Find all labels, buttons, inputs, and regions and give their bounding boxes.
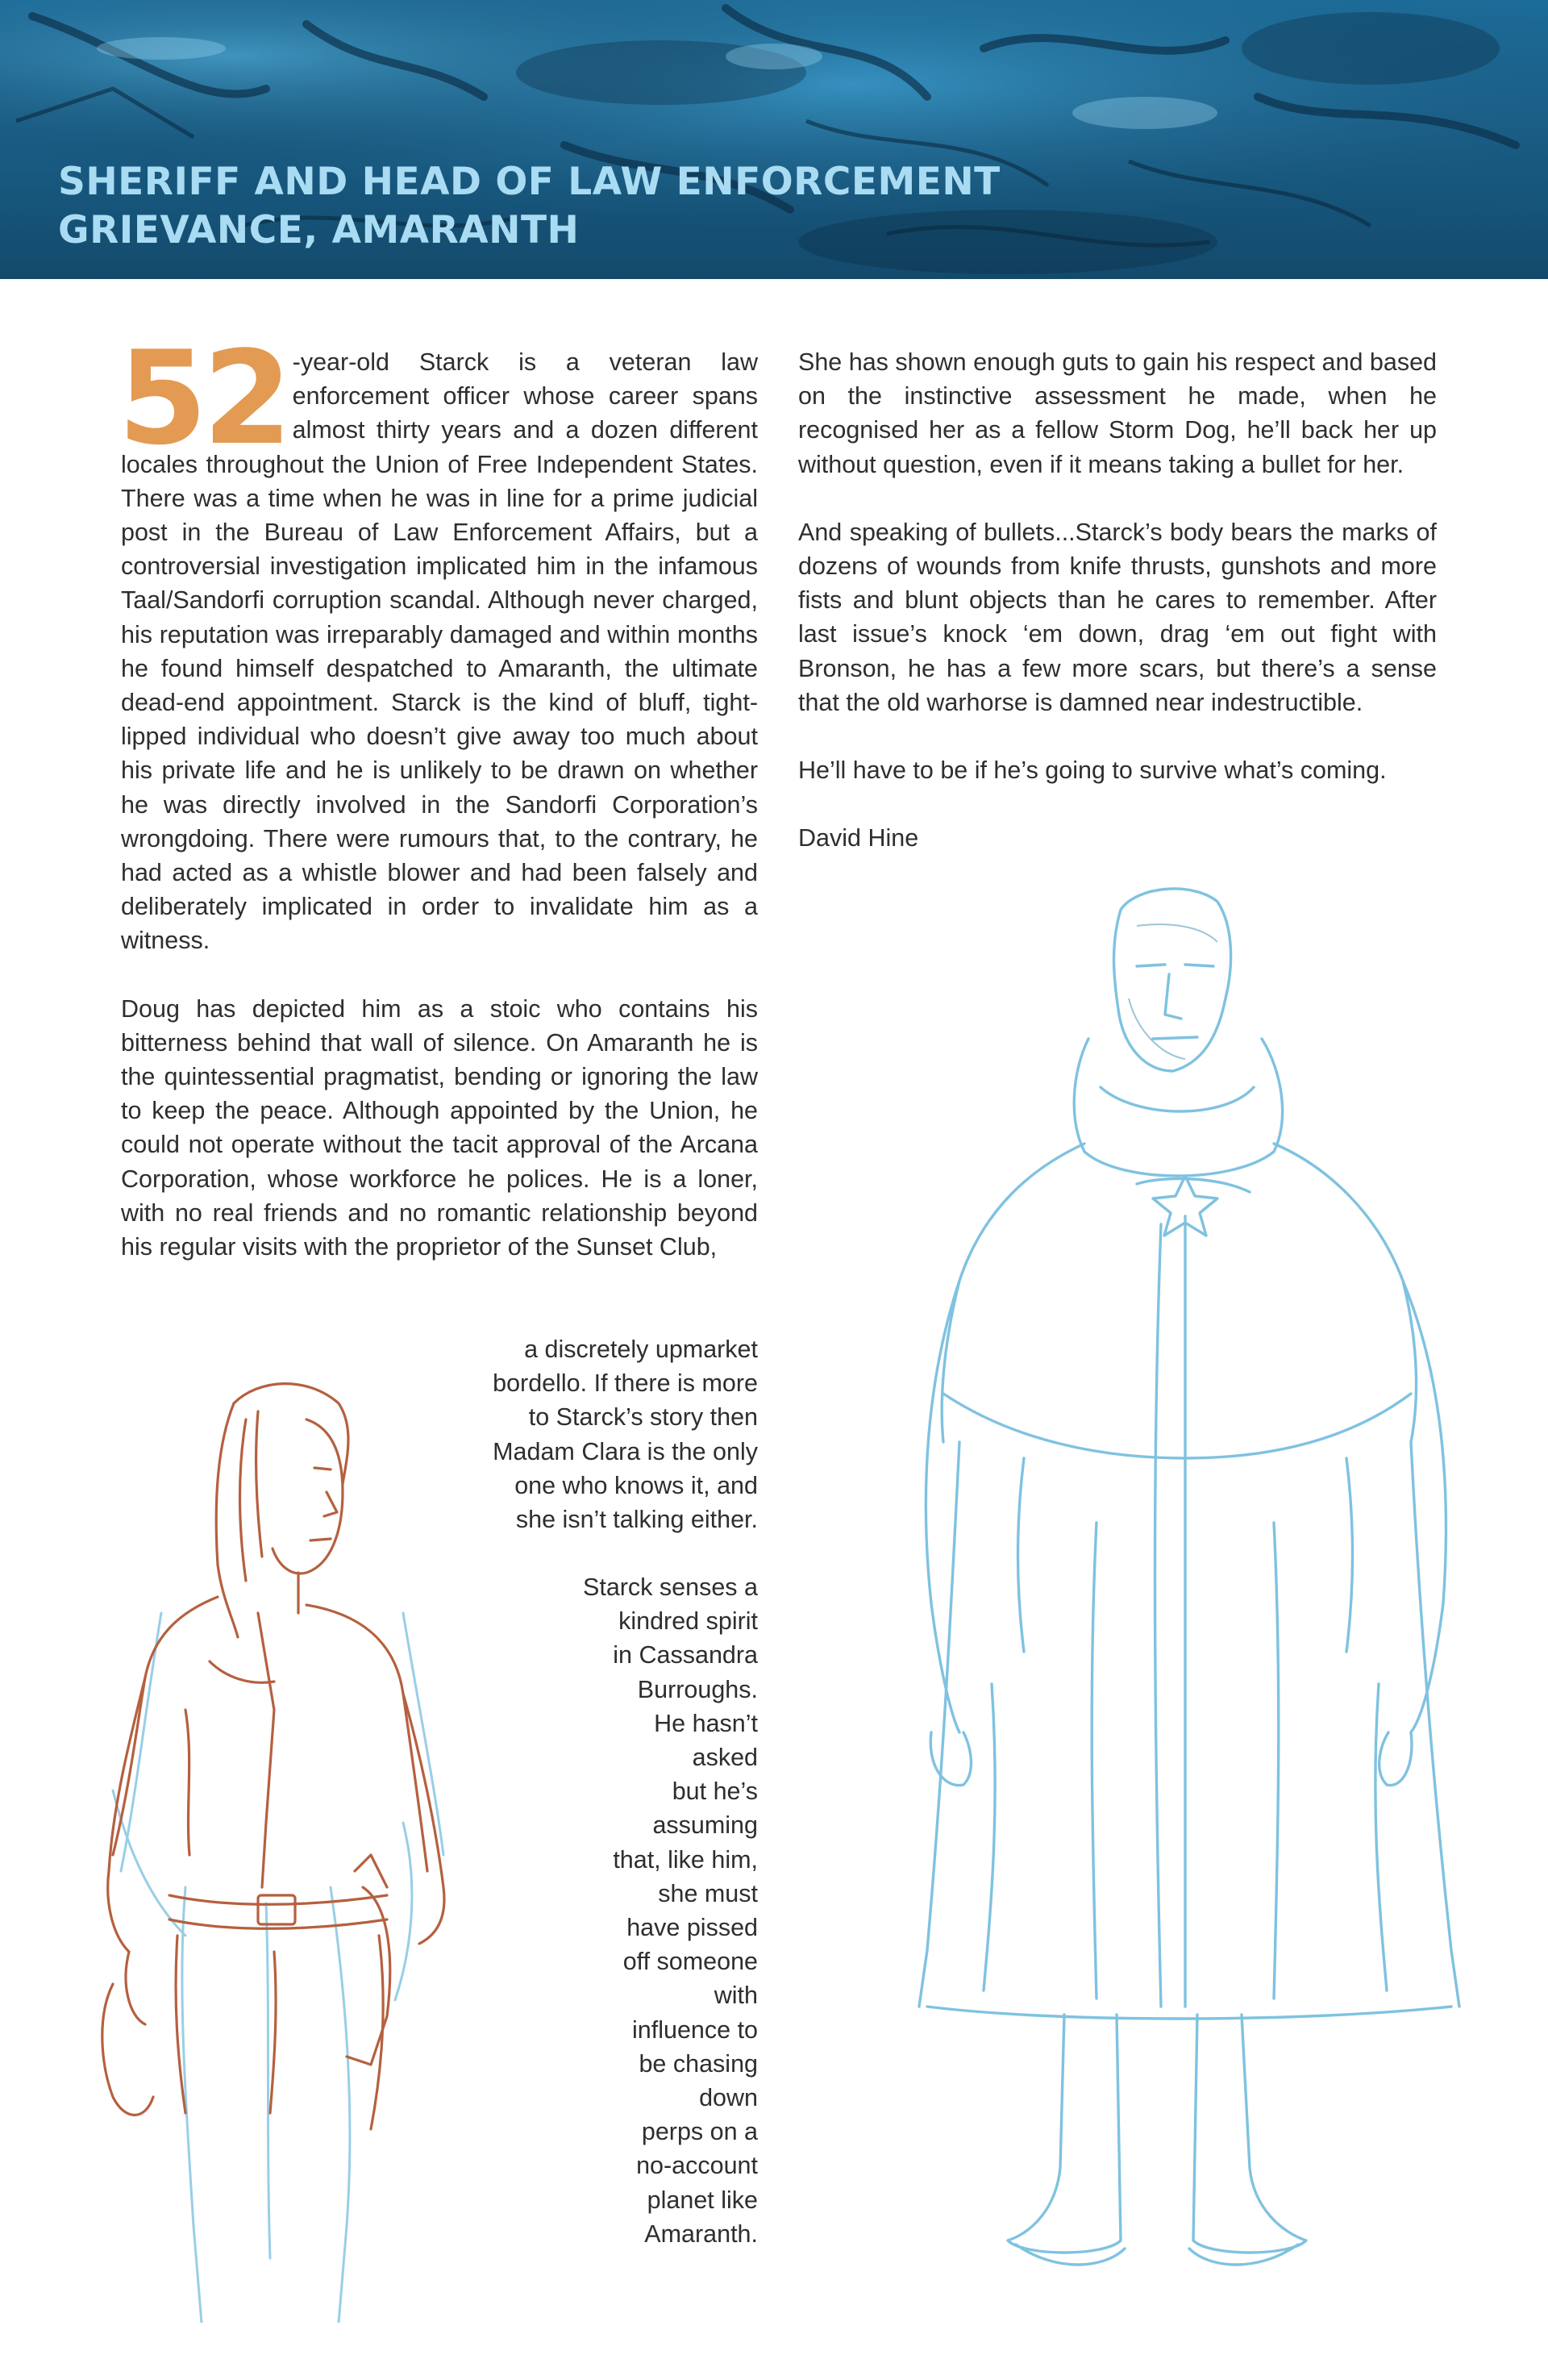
text-line: in Cassandra bbox=[613, 1641, 758, 1669]
right-column bbox=[798, 345, 1437, 889]
text-line: with bbox=[714, 1982, 758, 2010]
text-line: asked bbox=[692, 1744, 758, 1772]
paragraph-5: And speaking of bullets...Starck’s body bears the marks of dozens of wounds from knife thrusts, gunshots and more fists and blunt objects than he cares to remember. After last issue’s knock ‘em down, drag ‘em out fight with Bronson, he has a few more scars, but there’s a sense that the old warhorse is damned near indestructible. bbox=[798, 518, 1437, 716]
text-line: a discretely upmarket bbox=[524, 1336, 758, 1363]
text-line: one who knows it, and bbox=[514, 1471, 758, 1499]
title-line-1: SHERIFF AND HEAD OF LAW ENFORCEMENT bbox=[58, 160, 1001, 204]
intro-paragraph bbox=[118, 323, 758, 958]
text-line: Madam Clara is the only bbox=[493, 1437, 758, 1465]
sketch-starck-coat bbox=[895, 877, 1475, 2297]
text-line: down bbox=[699, 2084, 758, 2112]
text-line: she isn’t talking either. bbox=[515, 1506, 758, 1534]
drop-cap: 52 bbox=[118, 323, 288, 473]
text-line: no-account bbox=[636, 2152, 758, 2180]
text-line: that, like him, bbox=[613, 1845, 758, 1874]
title-line-2: GRIEVANCE, AMARANTH bbox=[58, 208, 580, 252]
text-line: assuming bbox=[652, 1811, 758, 1840]
text-line: off someone bbox=[622, 1948, 758, 1976]
text-line: have pissed bbox=[626, 1914, 758, 1942]
text-line: be chasing bbox=[639, 2049, 758, 2078]
paragraph-6: He’ll have to be if he’s going to survive what’s coming. bbox=[798, 757, 1387, 785]
paragraph-4: She has shown enough guts to gain his respect and based on the instinctive assessment he made, when he recognised her as a fellow Storm Dog, he’ll back her up without question, even if it means taking a bullet for her. bbox=[798, 348, 1437, 478]
text-line: bordello. If there is more bbox=[493, 1369, 758, 1398]
text-line: she must bbox=[658, 1879, 758, 1907]
text-line: Starck senses a bbox=[583, 1573, 758, 1601]
text-line: perps on a bbox=[641, 2118, 758, 2146]
text-line: Burroughs. bbox=[637, 1675, 758, 1703]
text-line: kindred spirit bbox=[618, 1607, 758, 1636]
intro-text: -year-old Starck is a veteran law enforcement officer whose career spans almost thirty years and a dozen different locales throughout the Union of Free Independent States. There was a time when he was in line for a prime judicial post in the Bureau of Law Enforcement Affairs, but a controversial investigation implicated him in the infamous Taal/Sandorfi corruption scandal. Although never charged, his reputation was irreparably damaged and within months he found himself despatched to Amaranth, the ultimate dead-end appointment. Starck is the kind of bluff, tight-lipped individual who doesn’t give away too much about his private life and he is unlikely to be drawn on whether he was directly involved in the Sandorfi Corporation’s wrongdoing. There were rumours that, to the contrary, he had acted as a whistle blower and had been falsely and deliberately implicated in order to invalidate him as a witness. bbox=[121, 348, 758, 955]
sketch-starck-casual bbox=[64, 1371, 597, 2323]
page-title bbox=[58, 158, 1001, 255]
header-banner bbox=[0, 0, 1548, 279]
text-line: planet like bbox=[647, 2186, 758, 2214]
text-line: Amaranth. bbox=[644, 2220, 758, 2248]
text-line: influence to bbox=[632, 2015, 758, 2044]
text-line: but he’s bbox=[672, 1778, 758, 1806]
left-column bbox=[118, 323, 758, 1298]
text-line: He hasn’t bbox=[654, 1709, 758, 1737]
author-signature: David Hine bbox=[798, 824, 919, 852]
text-line: to Starck’s story then bbox=[528, 1403, 758, 1432]
paragraph-2: Doug has depicted him as a stoic who contains his bitterness behind that wall of silence. On Amaranth he is the quintessential pragmatist, bending or ignoring the law to keep the peace. Although appointed by the Union, he could not operate without the tacit approval of the Arcana Corporation, whose workforce he polices. He is a loner, with no real friends and no romantic relationship beyond his regular visits with the proprietor of the Sunset Club, bbox=[121, 994, 758, 1261]
